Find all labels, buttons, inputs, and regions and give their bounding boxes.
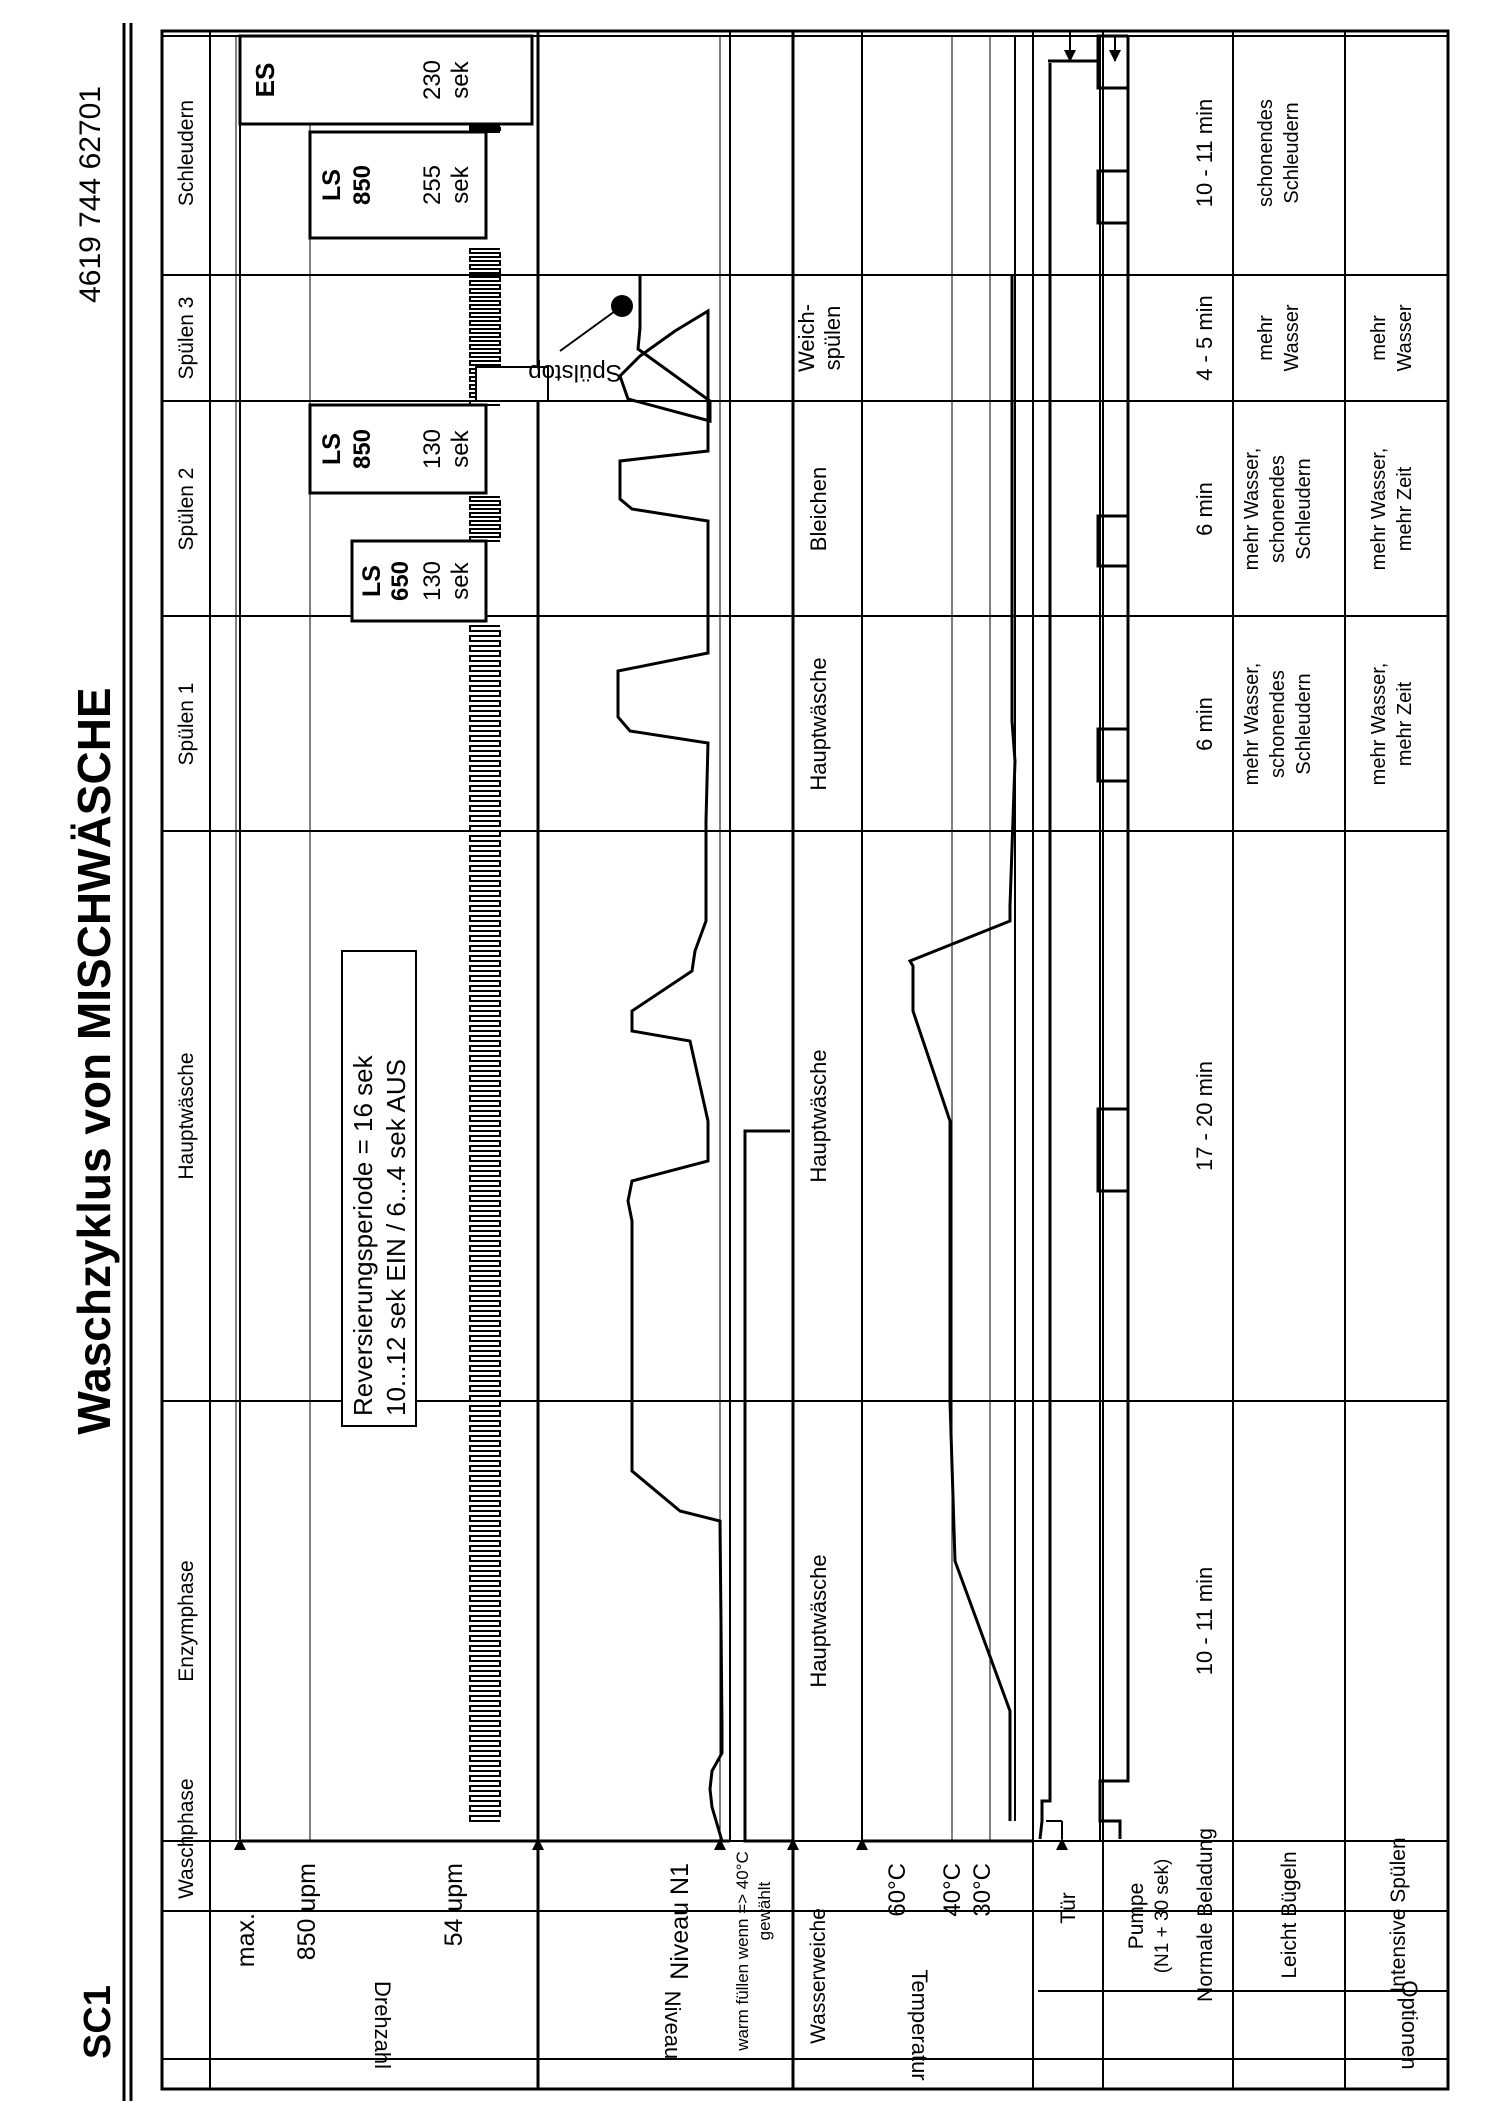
option-intensive-spuelen-label: Intensive Spülen <box>1387 1837 1410 1993</box>
niveau-section <box>476 36 730 1841</box>
svg-text:LS: LS <box>358 565 386 597</box>
phase-spuelen-3: Spülen 3 <box>175 296 198 380</box>
svg-text:130: 130 <box>419 428 446 470</box>
temperatur-section <box>862 36 1033 1841</box>
svg-text:850: 850 <box>349 428 376 470</box>
temp-40-label: 40°C <box>939 1863 966 1917</box>
svg-text:Wasser: Wasser <box>1394 304 1416 372</box>
drehzahl-max-label: max. <box>232 1913 260 1968</box>
pumpe-label-2: (N1 + 30 sek) <box>1152 1858 1173 1974</box>
spin-es <box>240 36 532 124</box>
svg-text:mehr Zeit: mehr Zeit <box>1394 466 1416 552</box>
group-labels <box>370 1969 1422 2080</box>
option-leicht-buegeln-label: Leicht Bügeln <box>1278 1851 1301 1979</box>
svg-text:schonendes: schonendes <box>1267 670 1289 778</box>
svg-text:6 min: 6 min <box>1192 482 1217 536</box>
drehzahl-group-label: Drehzahl <box>370 1980 395 2070</box>
spuelstop-label: Spülstop <box>528 359 622 386</box>
optionen-group-label: Optionen <box>1397 1980 1422 2070</box>
wasserweiche-value-5a: Weich- <box>794 303 819 373</box>
temperature-curve <box>910 275 1015 1821</box>
svg-text:mehr: mehr <box>1255 315 1277 361</box>
drehzahl-section <box>236 36 538 1841</box>
option-normale-beladung-values <box>1192 99 1217 1675</box>
svg-text:mehr Wasser,: mehr Wasser, <box>1241 662 1263 786</box>
svg-text:255: 255 <box>419 164 446 206</box>
niveau-n1-label: Niveau N1 <box>666 1863 694 1980</box>
wasserweiche-label: Wasserweiche <box>807 1908 830 2044</box>
spin-ls-850-2 <box>310 132 486 238</box>
svg-text:mehr: mehr <box>1368 315 1390 361</box>
tuer-section <box>1040 31 1100 1839</box>
optionen-section <box>1192 99 1416 2002</box>
temperatur-group-label: Temperatur <box>907 1969 932 2081</box>
svg-text:LS: LS <box>318 433 346 465</box>
svg-text:10 - 11 min: 10 - 11 min <box>1192 1566 1217 1676</box>
svg-text:230: 230 <box>419 59 446 101</box>
wasserweiche-value-4: Bleichen <box>806 466 831 552</box>
svg-text:4 - 5 min: 4 - 5 min <box>1192 295 1217 381</box>
niveau-group-label: Niveau <box>660 1990 685 2060</box>
temp-60-label: 60°C <box>884 1863 911 1917</box>
niveau-curve <box>618 275 722 1841</box>
spin-ls-850-1 <box>310 405 486 493</box>
header <box>68 23 131 2101</box>
part-number: 4619 744 62701 <box>74 86 107 303</box>
svg-text:650: 650 <box>387 560 414 602</box>
warm-fill-note-2: gewählt <box>755 1881 774 1941</box>
warm-fill-note: warm füllen wenn => 40°C <box>733 1851 752 2051</box>
temp-30-label: 30°C <box>969 1863 996 1917</box>
svg-text:sek: sek <box>447 430 474 468</box>
reversal-info-line2: 10...12 sek EIN / 6...4 sek AUS <box>381 1059 411 1416</box>
wasserweiche-value-3: Hauptwäsche <box>806 657 831 791</box>
svg-text:850: 850 <box>349 164 376 206</box>
spin-ls-650 <box>352 541 486 621</box>
svg-text:sek: sek <box>447 562 474 600</box>
svg-text:10 - 11 min: 10 - 11 min <box>1192 98 1217 208</box>
svg-text:Wasser: Wasser <box>1281 304 1303 372</box>
svg-text:sek: sek <box>447 61 474 99</box>
svg-text:17 - 20 min: 17 - 20 min <box>1192 1060 1217 1172</box>
phase-enzymphase: Enzymphase <box>175 1560 198 1682</box>
svg-text:mehr Wasser,: mehr Wasser, <box>1241 447 1263 571</box>
svg-text:mehr Zeit: mehr Zeit <box>1394 681 1416 767</box>
reversal-info-line1: Reversierungsperiode = 16 sek <box>348 1055 378 1416</box>
svg-text:ES: ES <box>250 62 280 98</box>
svg-text:mehr Wasser,: mehr Wasser, <box>1368 662 1390 786</box>
drehzahl-850-label: 850 upm <box>293 1863 321 1961</box>
svg-text:sek: sek <box>447 166 474 204</box>
phase-headers <box>175 100 198 1682</box>
phase-spuelen-1: Spülen 1 <box>175 682 198 766</box>
page-title: Waschzyklus von MISCHWÄSCHE <box>68 687 120 1435</box>
option-leicht-buegeln-values <box>1241 99 1315 785</box>
svg-text:LS: LS <box>318 169 346 201</box>
svg-text:schonendes: schonendes <box>1255 99 1277 207</box>
phase-hauptwaesche: Hauptwäsche <box>175 1052 198 1180</box>
wasserweiche-section <box>745 36 845 1841</box>
phase-spuelen-2: Spülen 2 <box>175 467 198 551</box>
doc-code: SC1 <box>77 1985 119 2059</box>
wasserweiche-value-1: Hauptwäsche <box>806 1554 831 1688</box>
pumpe-label: Pumpe <box>1125 1882 1148 1950</box>
drehzahl-54-label: 54 upm <box>440 1863 468 1947</box>
wasserweiche-value-2: Hauptwäsche <box>806 1049 831 1183</box>
svg-text:mehr Wasser,: mehr Wasser, <box>1368 447 1390 571</box>
svg-text:schonendes: schonendes <box>1267 455 1289 563</box>
svg-text:130: 130 <box>419 560 446 602</box>
svg-text:Schleudern: Schleudern <box>1281 102 1303 204</box>
spuelstop-point <box>611 295 633 317</box>
svg-text:6 min: 6 min <box>1192 697 1217 751</box>
tuer-label: Tür <box>1057 1892 1080 1924</box>
wasserweiche-value-5b: spülen <box>820 305 845 371</box>
svg-text:Schleudern: Schleudern <box>1293 458 1315 560</box>
svg-text:Schleudern: Schleudern <box>1293 673 1315 775</box>
option-intensive-spuelen-values <box>1368 304 1416 785</box>
waschphase-label: Waschphase <box>175 1778 198 1899</box>
option-normale-beladung-label: Normale Beladung <box>1194 1828 1217 2002</box>
phase-schleudern: Schleudern <box>175 99 198 207</box>
